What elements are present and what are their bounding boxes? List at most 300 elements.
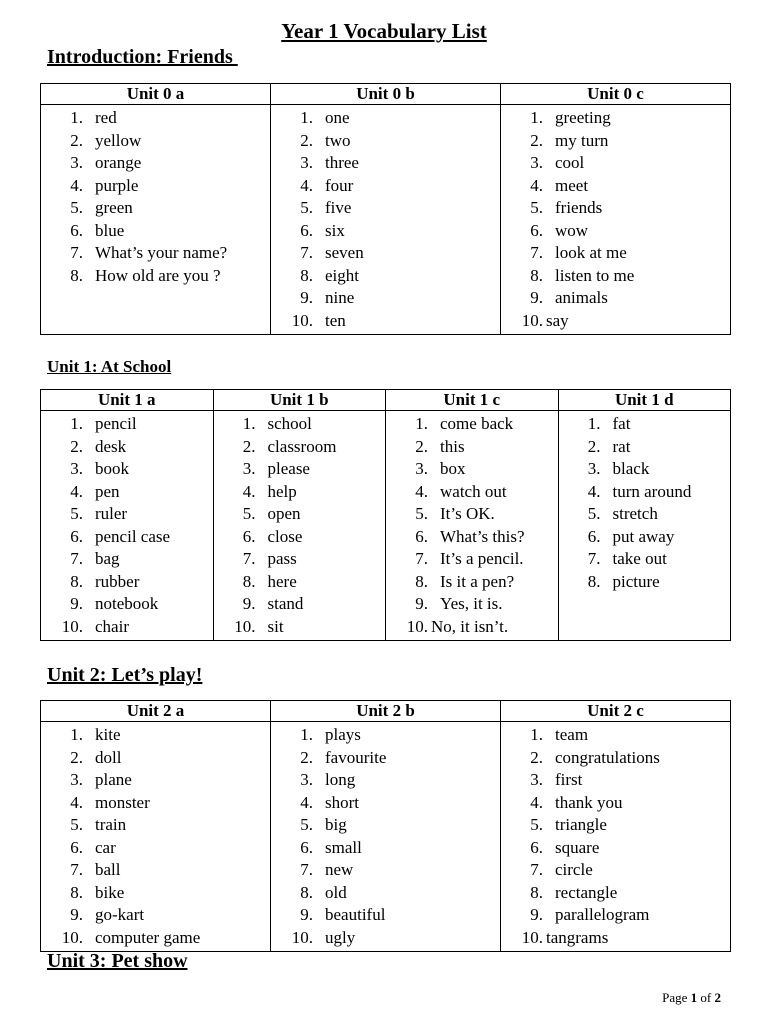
- word-column: [501, 722, 731, 952]
- table-header-row: [41, 701, 731, 722]
- list-item: [501, 747, 730, 770]
- list-item: [386, 436, 558, 459]
- item-number: 4.: [587, 481, 601, 501]
- item-word: Yes, it is.: [440, 594, 503, 613]
- list-item: [41, 197, 270, 220]
- item-number: 5.: [530, 815, 543, 834]
- list-item: [386, 526, 558, 549]
- list-item: [41, 436, 213, 459]
- list-item: [41, 859, 270, 882]
- item-word: two: [325, 130, 351, 150]
- item-word: animals: [555, 288, 608, 307]
- item-word: small: [325, 837, 362, 857]
- list-item: [41, 927, 270, 950]
- list-item: [214, 503, 386, 526]
- item-number: 1.: [587, 414, 601, 433]
- list-item: [214, 436, 386, 459]
- list-item: [501, 242, 730, 265]
- item-word: six: [325, 220, 345, 240]
- list-item: [41, 107, 270, 130]
- item-word: ugly: [325, 927, 356, 947]
- word-column: [41, 411, 214, 641]
- item-number: 5.: [530, 198, 543, 217]
- word-column: [271, 722, 501, 952]
- item-number: 9.: [300, 905, 313, 924]
- item-number: 10.: [61, 927, 83, 947]
- item-word: tangrams: [546, 927, 609, 947]
- item-number: 2.: [300, 747, 313, 767]
- column-header: Unit 2 b: [271, 701, 501, 722]
- item-number: 1.: [70, 725, 83, 744]
- item-word: short: [325, 792, 359, 812]
- list-item: [271, 724, 500, 747]
- item-word: rat: [612, 436, 631, 456]
- list-item: [41, 548, 213, 571]
- word-list: [41, 413, 213, 638]
- item-word: monster: [95, 792, 150, 812]
- item-word: doll: [95, 747, 122, 767]
- word-list: [41, 107, 270, 287]
- list-item: [501, 175, 730, 198]
- column-header: Unit 1 a: [41, 390, 214, 411]
- list-item: [501, 882, 730, 905]
- item-word: watch out: [440, 481, 507, 501]
- list-item: [41, 814, 270, 837]
- list-item: [41, 792, 270, 815]
- item-word: first: [555, 770, 583, 789]
- item-word: bike: [95, 882, 125, 902]
- list-item: [386, 503, 558, 526]
- item-number: 3.: [70, 459, 83, 478]
- column-header: Unit 1 b: [213, 390, 386, 411]
- item-number: 7.: [530, 860, 543, 879]
- item-word: It’s a pencil.: [440, 549, 524, 568]
- item-word: here: [267, 571, 297, 591]
- list-item: [271, 152, 500, 175]
- item-word: rubber: [95, 571, 140, 591]
- list-item: [501, 859, 730, 882]
- list-item: [559, 548, 731, 571]
- word-list: [501, 724, 730, 949]
- list-item: [214, 413, 386, 436]
- item-word: greeting: [555, 108, 611, 127]
- item-word: three: [325, 153, 359, 172]
- list-item: [41, 481, 213, 504]
- item-word: open: [267, 504, 301, 523]
- list-item: [214, 548, 386, 571]
- item-word: friends: [555, 198, 603, 217]
- item-word: ball: [95, 860, 121, 879]
- item-number: 2.: [530, 747, 543, 767]
- table-body-row: [41, 411, 731, 641]
- list-item: [559, 458, 731, 481]
- list-item: [41, 503, 213, 526]
- item-word: old: [325, 882, 347, 902]
- item-number: 10.: [291, 310, 313, 330]
- item-number: 9.: [242, 594, 256, 613]
- word-list: [214, 413, 386, 638]
- item-number: 4.: [415, 481, 428, 501]
- list-item: [41, 220, 270, 243]
- item-number: 1.: [300, 108, 313, 127]
- item-word: computer game: [95, 927, 201, 947]
- item-number: 6.: [242, 526, 256, 546]
- list-item: [271, 837, 500, 860]
- item-word: purple: [95, 175, 139, 195]
- item-number: 4.: [300, 792, 313, 812]
- item-number: 3.: [587, 459, 601, 478]
- item-number: 5.: [70, 815, 83, 834]
- list-item: [41, 593, 213, 616]
- item-number: 10.: [521, 310, 543, 330]
- item-number: 6.: [70, 837, 83, 857]
- list-item: [41, 882, 270, 905]
- list-item: [271, 882, 500, 905]
- list-item: [559, 436, 731, 459]
- list-item: [41, 458, 213, 481]
- item-word: stand: [267, 594, 304, 613]
- list-item: [559, 526, 731, 549]
- item-number: 7.: [300, 243, 313, 262]
- item-word: What’s this?: [440, 526, 525, 546]
- item-word: fat: [612, 414, 631, 433]
- item-number: 4.: [70, 175, 83, 195]
- item-number: 10.: [406, 616, 428, 636]
- item-number: 7.: [242, 549, 256, 568]
- list-item: [501, 130, 730, 153]
- list-item: [41, 747, 270, 770]
- page-title: Year 1 Vocabulary List: [281, 19, 487, 43]
- word-column: [41, 105, 271, 335]
- item-number: 1.: [70, 108, 83, 127]
- list-item: [271, 769, 500, 792]
- item-word: picture: [612, 571, 660, 591]
- column-header: Unit 1 c: [386, 390, 559, 411]
- item-number: 5.: [300, 198, 313, 217]
- list-item: [501, 220, 730, 243]
- list-item: [501, 904, 730, 927]
- item-number: 7.: [70, 549, 83, 568]
- item-number: 1.: [530, 725, 543, 744]
- list-item: [501, 152, 730, 175]
- list-item: [41, 413, 213, 436]
- item-word: long: [325, 770, 356, 789]
- item-number: 5.: [587, 504, 601, 523]
- item-number: 3.: [300, 153, 313, 172]
- list-item: [271, 904, 500, 927]
- list-item: [214, 458, 386, 481]
- item-number: 1.: [415, 414, 428, 433]
- list-item: [501, 814, 730, 837]
- item-number: 3.: [530, 770, 543, 789]
- item-word: favourite: [325, 747, 387, 767]
- item-number: 10.: [61, 616, 83, 636]
- list-item: [559, 413, 731, 436]
- item-word: plays: [325, 725, 361, 744]
- column-header: Unit 1 d: [558, 390, 731, 411]
- item-number: 5.: [242, 504, 256, 523]
- item-word: stretch: [612, 504, 658, 523]
- item-word: orange: [95, 153, 142, 172]
- item-number: 2.: [242, 436, 256, 456]
- item-number: 3.: [300, 770, 313, 789]
- item-number: 7.: [70, 243, 83, 262]
- footer-total-pages: 2: [714, 990, 721, 1005]
- item-number: 2.: [70, 436, 83, 456]
- list-item: [501, 927, 730, 950]
- item-word: plane: [95, 770, 132, 789]
- item-word: thank you: [555, 792, 623, 812]
- item-word: blue: [95, 220, 125, 240]
- item-number: 8.: [300, 265, 313, 285]
- list-item: [214, 593, 386, 616]
- item-word: put away: [612, 526, 675, 546]
- item-word: Is it a pen?: [440, 571, 515, 591]
- item-word: eight: [325, 265, 359, 285]
- word-list: [271, 107, 500, 332]
- item-word: this: [440, 436, 465, 456]
- list-item: [386, 481, 558, 504]
- item-number: 8.: [300, 882, 313, 902]
- item-word: pen: [95, 481, 120, 501]
- item-number: 8.: [415, 571, 428, 591]
- list-item: [41, 769, 270, 792]
- word-column: [213, 411, 386, 641]
- list-item: [41, 130, 270, 153]
- item-number: 1.: [530, 108, 543, 127]
- list-item: [41, 904, 270, 927]
- list-item: [271, 175, 500, 198]
- item-number: 10.: [521, 927, 543, 947]
- list-item: [501, 769, 730, 792]
- list-item: [386, 413, 558, 436]
- item-word: five: [325, 198, 352, 217]
- item-number: 8.: [242, 571, 256, 591]
- list-item: [271, 107, 500, 130]
- item-number: 2.: [587, 436, 601, 456]
- item-word: What’s your name?: [95, 243, 228, 262]
- list-item: [214, 571, 386, 594]
- item-word: green: [95, 198, 133, 217]
- section-heading-unit-1: Unit 1: At School: [47, 357, 172, 376]
- list-item: [559, 481, 731, 504]
- column-header: Unit 0 b: [271, 84, 501, 105]
- item-number: 7.: [70, 860, 83, 879]
- item-word: cool: [555, 153, 585, 172]
- list-item: [501, 197, 730, 220]
- list-item: [501, 724, 730, 747]
- list-item: [386, 458, 558, 481]
- item-number: 3.: [242, 459, 256, 478]
- item-number: 4.: [242, 481, 256, 501]
- word-list: [559, 413, 731, 593]
- word-column: [271, 105, 501, 335]
- column-header: Unit 2 c: [501, 701, 731, 722]
- footer-middle: of: [697, 990, 715, 1005]
- item-word: ten: [325, 310, 346, 330]
- item-word: help: [267, 481, 297, 501]
- list-item: [41, 616, 213, 639]
- list-item: [501, 837, 730, 860]
- item-number: 8.: [530, 265, 543, 285]
- item-number: 6.: [70, 526, 83, 546]
- item-number: 6.: [415, 526, 428, 546]
- word-column: [558, 411, 731, 641]
- item-number: 8.: [530, 882, 543, 902]
- item-number: 5.: [300, 815, 313, 834]
- item-number: 8.: [70, 882, 83, 902]
- item-number: 7.: [587, 549, 601, 568]
- item-number: 8.: [70, 265, 83, 285]
- list-item: [501, 310, 730, 333]
- item-number: 9.: [70, 905, 83, 924]
- list-item: [501, 792, 730, 815]
- item-word: pencil case: [95, 526, 171, 546]
- list-item: [386, 571, 558, 594]
- item-number: 3.: [70, 153, 83, 172]
- item-word: say: [546, 310, 569, 330]
- item-word: circle: [555, 860, 593, 879]
- item-word: rectangle: [555, 882, 618, 902]
- list-item: [501, 265, 730, 288]
- list-item: [271, 927, 500, 950]
- word-list: [386, 413, 558, 638]
- table-header-row: [41, 84, 731, 105]
- item-number: 5.: [70, 504, 83, 523]
- item-number: 4.: [530, 792, 543, 812]
- list-item: [386, 616, 558, 639]
- item-word: How old are you ?: [95, 265, 221, 285]
- item-word: yellow: [95, 130, 142, 150]
- list-item: [214, 481, 386, 504]
- vocab-table-unit-1: [40, 389, 731, 641]
- item-word: pass: [267, 549, 297, 568]
- list-item: [271, 130, 500, 153]
- table-header-row: [41, 390, 731, 411]
- vocab-table-unit-2: [40, 700, 731, 952]
- item-word: ruler: [95, 504, 128, 523]
- item-number: 2.: [70, 747, 83, 767]
- item-word: train: [95, 815, 127, 834]
- section-heading-unit-2: Unit 2: Let’s play!: [47, 664, 203, 686]
- section-heading-unit-3: Unit 3: Pet show: [47, 950, 188, 972]
- item-number: 3.: [415, 459, 428, 478]
- item-number: 8.: [587, 571, 601, 591]
- item-word: black: [612, 459, 650, 478]
- list-item: [501, 107, 730, 130]
- list-item: [41, 837, 270, 860]
- item-word: red: [95, 108, 117, 127]
- item-number: 2.: [300, 130, 313, 150]
- list-item: [41, 571, 213, 594]
- item-number: 3.: [530, 153, 543, 172]
- table-body-row: [41, 722, 731, 952]
- item-number: 8.: [70, 571, 83, 591]
- list-item: [271, 220, 500, 243]
- item-number: 5.: [70, 198, 83, 217]
- item-number: 6.: [300, 837, 313, 857]
- item-number: 6.: [70, 220, 83, 240]
- item-word: new: [325, 860, 354, 879]
- item-number: 4.: [530, 175, 543, 195]
- word-list: [271, 724, 500, 949]
- item-word: take out: [612, 549, 667, 568]
- word-list: [501, 107, 730, 332]
- column-header: Unit 0 c: [501, 84, 731, 105]
- item-number: 4.: [70, 481, 83, 501]
- list-item: [271, 287, 500, 310]
- list-item: [41, 265, 270, 288]
- item-word: congratulations: [555, 747, 660, 767]
- item-word: beautiful: [325, 905, 386, 924]
- item-word: school: [267, 414, 312, 433]
- item-number: 6.: [530, 837, 543, 857]
- item-number: 1.: [242, 414, 256, 433]
- item-number: 6.: [587, 526, 601, 546]
- word-list: [41, 724, 270, 949]
- list-item: [271, 265, 500, 288]
- item-number: 1.: [300, 725, 313, 744]
- item-number: 7.: [300, 860, 313, 879]
- item-word: listen to me: [555, 265, 635, 285]
- item-word: No, it isn’t.: [431, 616, 509, 636]
- item-word: desk: [95, 436, 127, 456]
- item-word: look at me: [555, 243, 627, 262]
- list-item: [271, 197, 500, 220]
- list-item: [271, 859, 500, 882]
- item-word: box: [440, 459, 466, 478]
- item-word: meet: [555, 175, 589, 195]
- item-word: car: [95, 837, 116, 857]
- section-heading-introduction: Introduction: Friends: [47, 46, 238, 68]
- item-word: parallelogram: [555, 905, 650, 924]
- item-word: square: [555, 837, 600, 857]
- item-word: classroom: [267, 436, 337, 456]
- list-item: [41, 724, 270, 747]
- item-word: kite: [95, 725, 121, 744]
- word-column: [501, 105, 731, 335]
- item-number: 9.: [415, 594, 428, 613]
- column-header: Unit 0 a: [41, 84, 271, 105]
- list-item: [271, 310, 500, 333]
- item-word: bag: [95, 549, 120, 568]
- item-word: triangle: [555, 815, 607, 834]
- list-item: [271, 242, 500, 265]
- item-number: 10.: [291, 927, 313, 947]
- item-word: one: [325, 108, 350, 127]
- item-number: 7.: [415, 549, 428, 568]
- item-word: big: [325, 815, 347, 834]
- list-item: [271, 814, 500, 837]
- item-number: 2.: [530, 130, 543, 150]
- item-number: 9.: [70, 594, 83, 613]
- word-column: [386, 411, 559, 641]
- list-item: [271, 792, 500, 815]
- item-number: 3.: [70, 770, 83, 789]
- item-word: chair: [95, 616, 129, 636]
- item-word: team: [555, 725, 589, 744]
- item-number: 10.: [234, 616, 256, 636]
- item-number: 9.: [530, 288, 543, 307]
- list-item: [41, 152, 270, 175]
- item-word: pencil: [95, 414, 137, 433]
- item-word: please: [267, 459, 310, 478]
- item-word: turn around: [612, 481, 692, 501]
- item-number: 2.: [415, 436, 428, 456]
- item-number: 4.: [300, 175, 313, 195]
- table-body-row: [41, 105, 731, 335]
- list-item: [41, 175, 270, 198]
